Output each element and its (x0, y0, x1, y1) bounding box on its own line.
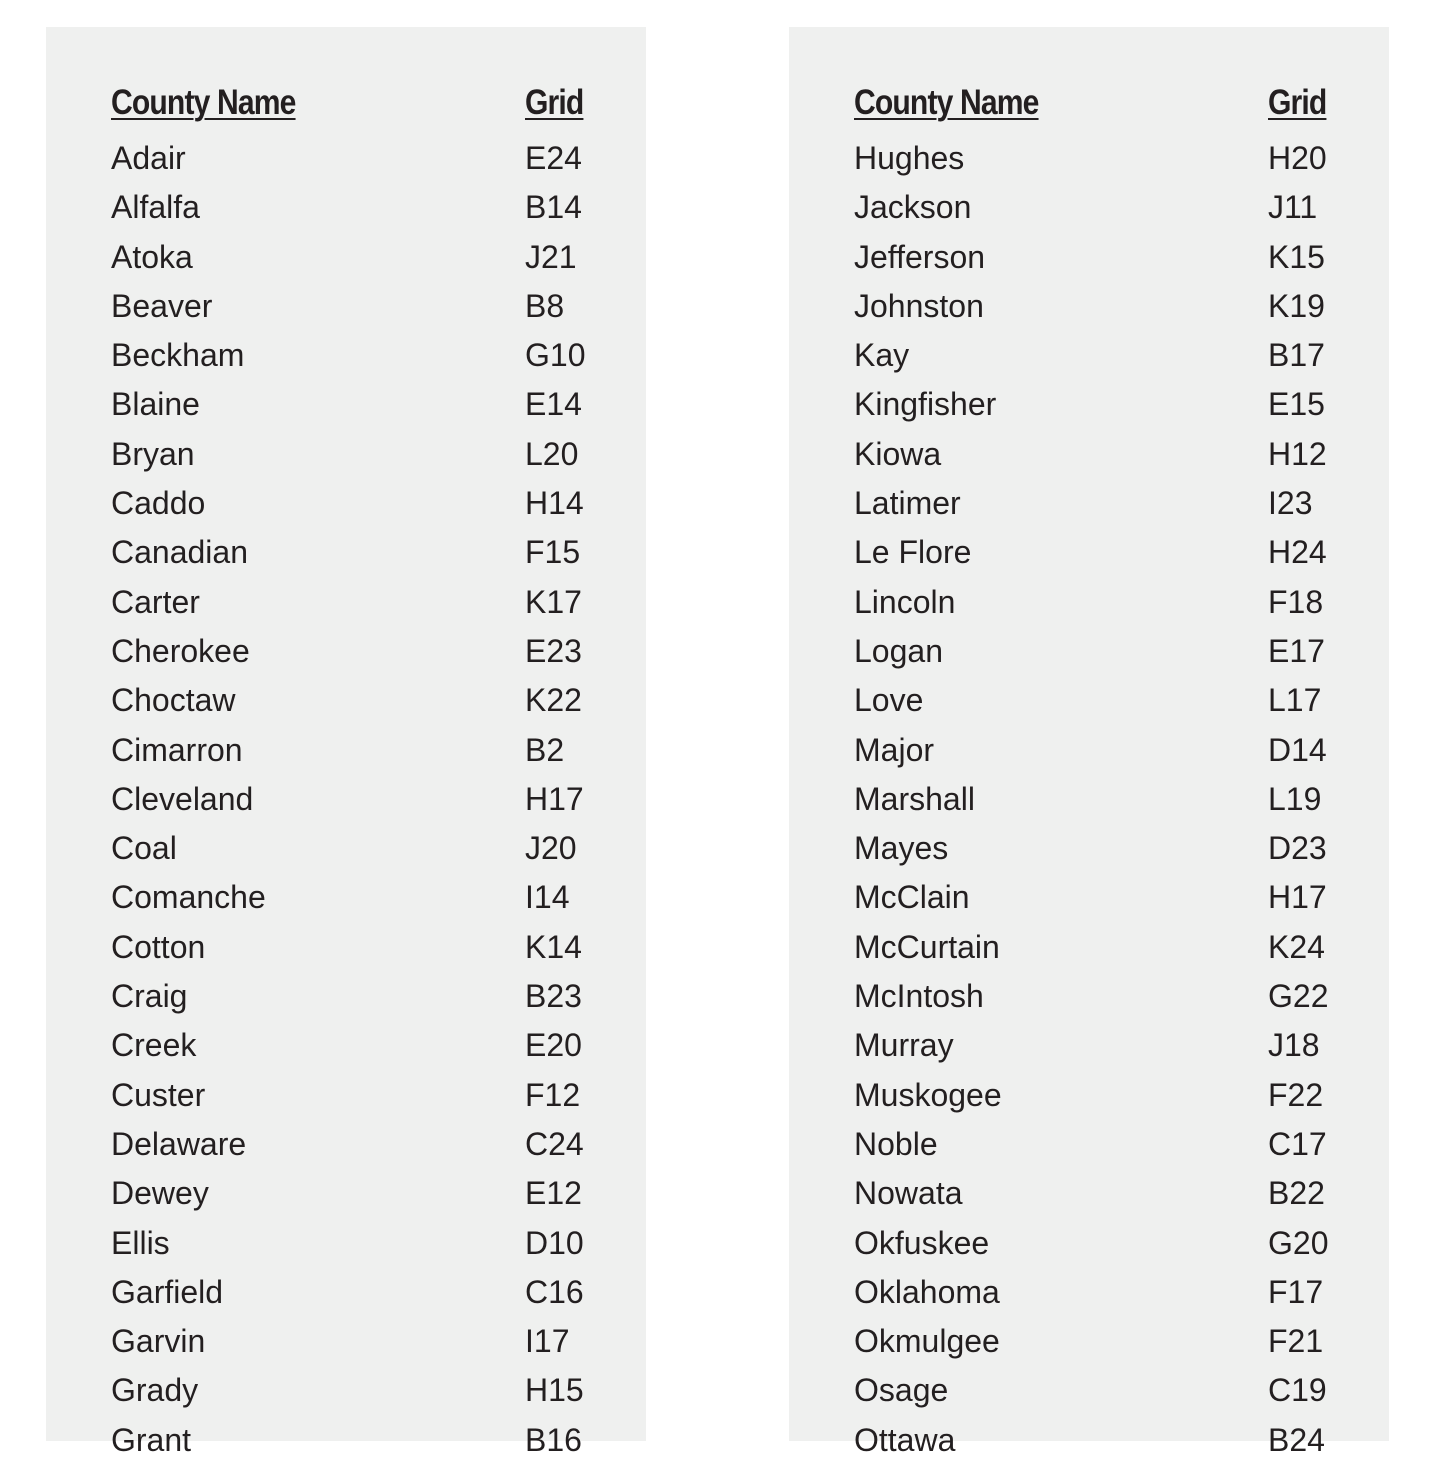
table-row (46, 576, 646, 625)
county-name-cell: Ottawa (854, 1421, 956, 1458)
table-row (789, 526, 1389, 575)
county-name-cell: Delaware (111, 1125, 247, 1162)
table-row (46, 181, 646, 230)
county-name-cell: McCurtain (854, 928, 1000, 965)
county-name-cell: Major (854, 731, 935, 768)
table-row (789, 280, 1389, 329)
table-row (789, 625, 1389, 674)
table-row (789, 1019, 1389, 1068)
county-name-cell: Grady (111, 1372, 199, 1409)
county-name-cell: Kiowa (854, 435, 942, 472)
grid-cell: F22 (1268, 1076, 1324, 1113)
table-row (46, 477, 646, 526)
grid-cell: K24 (1268, 928, 1325, 965)
grid-cell: J11 (1268, 189, 1318, 226)
grid-cell: D10 (525, 1224, 584, 1261)
county-name-cell: Dewey (111, 1175, 209, 1212)
county-name-cell: Cleveland (111, 780, 254, 817)
table-row (46, 1069, 646, 1118)
grid-cell: K15 (1268, 238, 1325, 275)
table-row (789, 1167, 1389, 1216)
county-name-cell: Noble (854, 1125, 938, 1162)
table-row (46, 674, 646, 723)
grid-cell: G22 (1268, 978, 1329, 1015)
table-row (46, 280, 646, 329)
grid-cell: I14 (525, 879, 570, 916)
grid-cell: H17 (1268, 879, 1327, 916)
table-row (789, 674, 1389, 723)
table-row (789, 1069, 1389, 1118)
county-name-cell: Okmulgee (854, 1323, 1000, 1360)
county-name-cell: Beaver (111, 287, 213, 324)
county-list (46, 132, 646, 1463)
grid-cell: E12 (525, 1175, 582, 1212)
grid-cell: C17 (1268, 1125, 1327, 1162)
table-row (789, 1414, 1389, 1463)
county-name-cell: Logan (854, 632, 943, 669)
grid-cell: F17 (1268, 1273, 1324, 1310)
grid-cell: B24 (1268, 1421, 1325, 1458)
county-name-cell: Blaine (111, 386, 200, 423)
table-row (789, 1118, 1389, 1167)
table-row (46, 231, 646, 280)
grid-cell: E20 (525, 1027, 582, 1064)
county-name-cell: Ellis (111, 1224, 170, 1261)
grid-cell: H17 (525, 780, 584, 817)
county-name-cell: Jefferson (854, 238, 986, 275)
grid-cell: B23 (525, 978, 582, 1015)
column-header-grid: Grid (525, 83, 584, 122)
county-name-cell: Cherokee (111, 632, 250, 669)
county-name-cell: Osage (854, 1372, 949, 1409)
grid-cell: B8 (525, 287, 565, 324)
table-row (46, 1364, 646, 1413)
table-row (46, 871, 646, 920)
county-name-cell: Beckham (111, 337, 245, 374)
grid-cell: L20 (525, 435, 579, 472)
grid-cell: C16 (525, 1273, 584, 1310)
county-name-cell: Hughes (854, 140, 965, 176)
county-name-cell: Lincoln (854, 583, 956, 620)
county-table-right (789, 27, 1389, 1458)
grid-cell: K17 (525, 583, 582, 620)
county-name-cell: Kingfisher (854, 386, 997, 423)
grid-cell: D23 (1268, 830, 1327, 867)
grid-cell: C19 (1268, 1372, 1327, 1409)
county-name-cell: Cimarron (111, 731, 243, 768)
table-row (46, 1315, 646, 1364)
county-name-cell: Garfield (111, 1273, 224, 1310)
county-name-cell: Latimer (854, 485, 961, 522)
table-row (46, 822, 646, 871)
table-row (789, 822, 1389, 871)
grid-cell: K22 (525, 682, 582, 719)
grid-cell: J18 (1268, 1027, 1320, 1064)
table-row (789, 132, 1389, 181)
county-name-cell: Coal (111, 830, 177, 867)
grid-cell: E23 (525, 632, 582, 669)
county-name-cell: McIntosh (854, 978, 984, 1015)
grid-cell: E14 (525, 386, 582, 423)
grid-cell: G20 (1268, 1224, 1329, 1261)
county-list (789, 132, 1389, 1463)
county-name-cell: Muskogee (854, 1076, 1002, 1113)
grid-cell: H15 (525, 1372, 584, 1409)
grid-cell: C24 (525, 1125, 584, 1162)
grid-cell: F12 (525, 1076, 581, 1113)
table-row (789, 181, 1389, 230)
table-row (789, 1315, 1389, 1364)
county-name-cell: Alfalfa (111, 189, 200, 226)
county-name-cell: Creek (111, 1027, 197, 1064)
grid-cell: G10 (525, 337, 586, 374)
table-row (46, 329, 646, 378)
grid-cell: B2 (525, 731, 565, 768)
county-name-cell: Cotton (111, 928, 206, 965)
grid-cell: K14 (525, 928, 582, 965)
table-row (46, 970, 646, 1019)
grid-cell: E15 (1268, 386, 1325, 423)
grid-cell: B14 (525, 189, 582, 226)
table-row (46, 1167, 646, 1216)
grid-cell: I23 (1268, 485, 1313, 522)
county-name-cell: Marshall (854, 780, 975, 817)
county-name-cell: Okfuskee (854, 1224, 990, 1261)
county-name-cell: Choctaw (111, 682, 236, 719)
table-row (46, 1414, 646, 1463)
table-row (46, 1266, 646, 1315)
county-name-cell: Custer (111, 1076, 206, 1113)
grid-cell: H20 (1268, 140, 1327, 176)
county-name-cell: Atoka (111, 238, 193, 275)
table-row (789, 428, 1389, 477)
county-name-cell: Le Flore (854, 534, 972, 571)
county-name-cell: Garvin (111, 1323, 206, 1360)
county-name-cell: Johnston (854, 287, 984, 324)
table-row (789, 329, 1389, 378)
grid-cell: H24 (1268, 534, 1327, 571)
table-row (789, 231, 1389, 280)
table-row (789, 378, 1389, 427)
grid-cell: I17 (525, 1323, 570, 1360)
grid-cell: E17 (1268, 632, 1325, 669)
grid-cell: H14 (525, 485, 584, 522)
grid-cell: J21 (525, 238, 577, 275)
table-row (789, 970, 1389, 1019)
column-header-county-name: County Name (111, 83, 296, 122)
county-name-cell: Bryan (111, 435, 195, 472)
grid-cell: B22 (1268, 1175, 1325, 1212)
grid-cell: D14 (1268, 731, 1327, 768)
county-name-cell: Nowata (854, 1175, 963, 1212)
table-row (789, 1364, 1389, 1413)
county-name-cell: Kay (854, 337, 910, 374)
table-row (789, 773, 1389, 822)
county-name-cell: Love (854, 682, 924, 719)
county-name-cell: McClain (854, 879, 970, 916)
table-row (789, 921, 1389, 970)
table-row (789, 576, 1389, 625)
table-row (46, 428, 646, 477)
county-name-cell: Murray (854, 1027, 954, 1064)
county-name-cell: Carter (111, 583, 200, 620)
county-name-cell: Canadian (111, 534, 248, 571)
county-name-cell: Craig (111, 978, 188, 1015)
grid-cell: F15 (525, 534, 581, 571)
grid-cell: K19 (1268, 287, 1325, 324)
table-row (46, 625, 646, 674)
county-name-cell: Oklahoma (854, 1273, 1000, 1310)
grid-cell: J20 (525, 830, 577, 867)
grid-cell: F18 (1268, 583, 1324, 620)
county-name-cell: Jackson (854, 189, 972, 226)
column-header-grid: Grid (1268, 83, 1327, 122)
county-table-left (46, 27, 646, 1458)
county-name-cell: Caddo (111, 485, 206, 522)
table-row (46, 378, 646, 427)
table-row (789, 871, 1389, 920)
grid-cell: F21 (1268, 1323, 1324, 1360)
grid-cell: H12 (1268, 435, 1327, 472)
table-row (789, 724, 1389, 773)
grid-cell: L17 (1268, 682, 1322, 719)
grid-cell: B17 (1268, 337, 1325, 374)
table-row (789, 1266, 1389, 1315)
table-row (46, 132, 646, 181)
table-row (46, 1118, 646, 1167)
county-name-cell: Mayes (854, 830, 949, 867)
county-name-cell: Comanche (111, 879, 266, 916)
table-row (789, 1217, 1389, 1266)
table-row (46, 724, 646, 773)
table-row (46, 1217, 646, 1266)
table-row (46, 921, 646, 970)
grid-cell: L19 (1268, 780, 1322, 817)
column-header-county-name: County Name (854, 83, 1039, 122)
grid-cell: B16 (525, 1421, 582, 1458)
table-row (46, 773, 646, 822)
county-name-cell: Grant (111, 1421, 192, 1458)
table-row (46, 1019, 646, 1068)
table-row (46, 526, 646, 575)
table-row (789, 477, 1389, 526)
county-name-cell: Adair (111, 140, 186, 176)
grid-cell: E24 (525, 140, 582, 176)
